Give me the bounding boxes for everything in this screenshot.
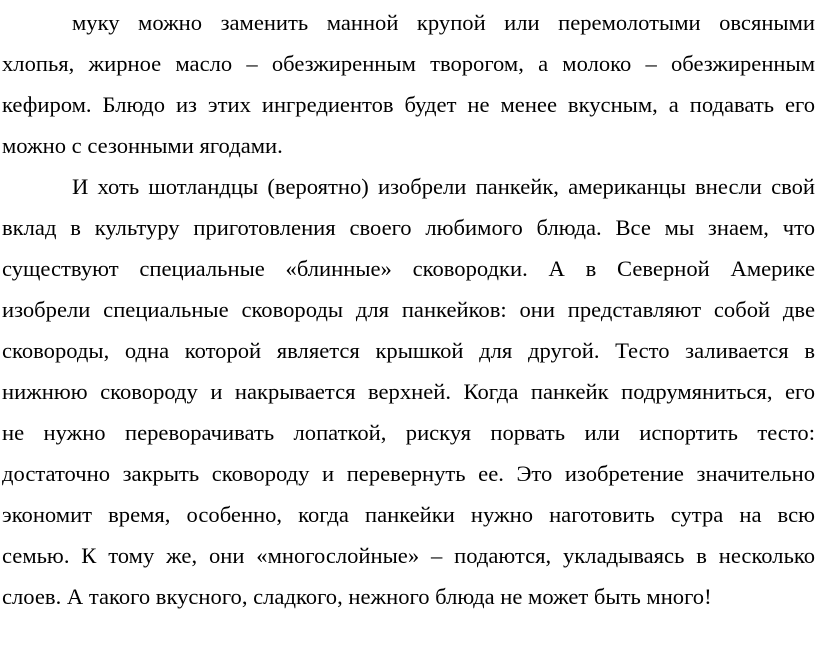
text-line: нижнюю сковороду и накрывается верхней. Когда панкейк подрумяниться, его [2,379,815,404]
text-line: муку можно заменить манной крупой или перемолотыми овсяными [72,10,815,35]
text-line: хлопья, жирное масло – обезжиренным творогом, а молоко – обезжиренным [2,51,815,76]
text-line: не нужно переворачивать лопаткой, рискуя порвать или испортить тесто: [2,420,815,445]
paragraph-continuation [2,2,815,166]
text-line: вклад в культуру приготовления своего любимого блюда. Все мы знаем, что [2,215,815,240]
text-line: существуют специальные «блинные» сковородки. А в Северной Америке [2,256,815,281]
text-line: изобрели специальные сковороды для панкейков: они представляют собой две [2,297,815,322]
text-line: семью. К тому же, они «многослойные» – подаются, укладываясь в несколько [2,543,815,568]
text-line: кефиром. Блюдо из этих ингредиентов будет не менее вкусным, а подавать его [2,92,815,117]
text-line: достаточно закрыть сковороду и перевернуть ее. Это изобретение значительно [2,461,815,486]
text-line: сковороды, одна которой является крышкой для другой. Тесто заливается в [2,338,815,363]
text-line: экономит время, особенно, когда панкейки нужно наготовить сутра на всю [2,502,815,527]
text-line: И хоть шотландцы (вероятно) изобрели панкейк, американцы внесли свой [72,174,815,199]
paragraph-pancake-pans [2,166,815,617]
text-line: можно с сезонными ягодами. [2,133,283,158]
text-line: слоев. А такого вкусного, сладкого, нежного блюда не может быть много! [2,584,712,609]
